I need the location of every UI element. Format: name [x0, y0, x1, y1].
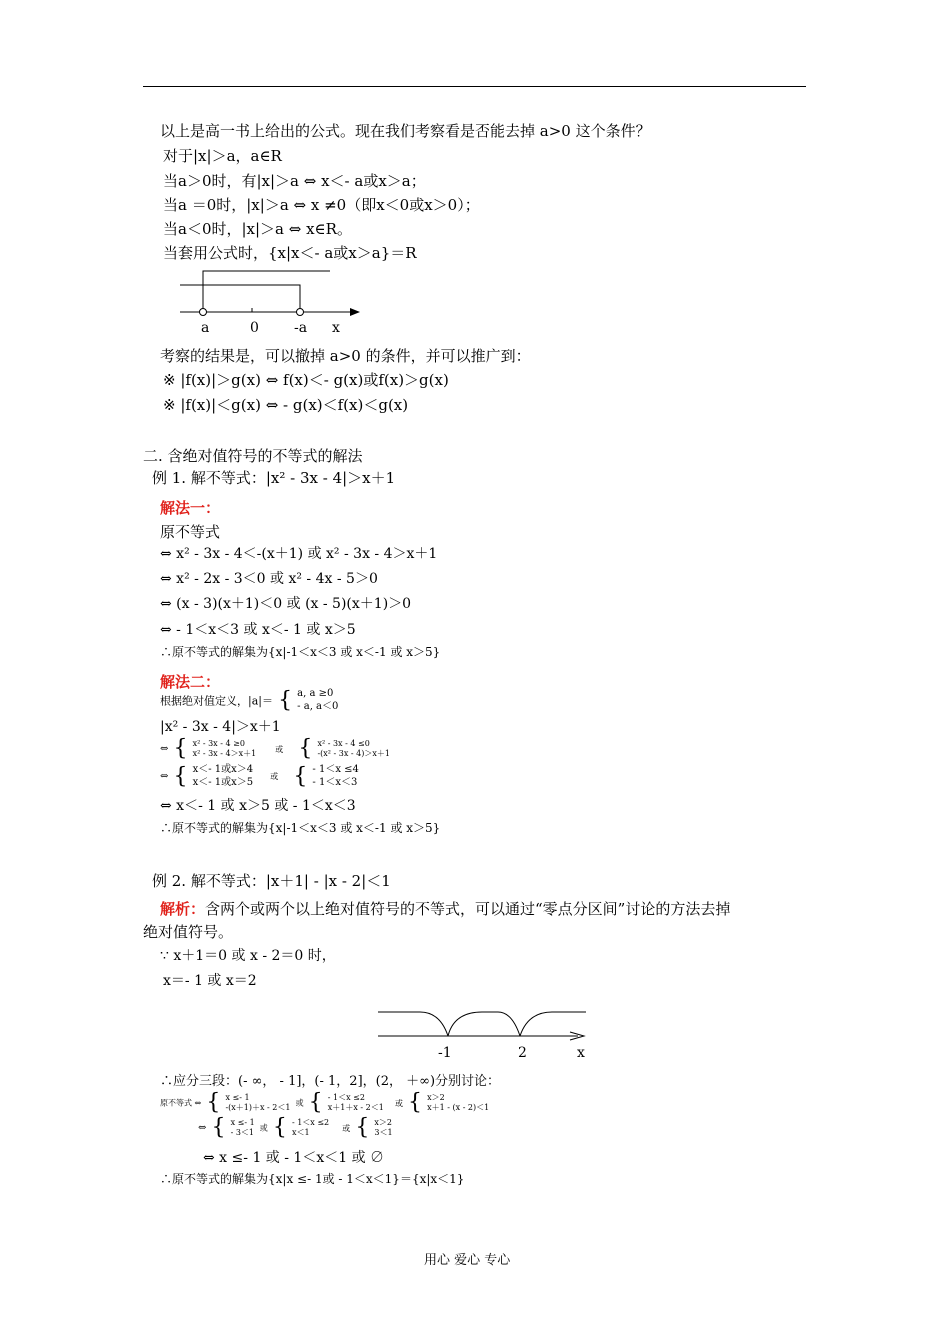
analysis-text: 含两个或两个以上绝对值符号的不等式，可以通过“零点分区间”讨论的方法去掉	[205, 900, 731, 918]
s2-row-2: x＋1＋x - 2＜1	[327, 1103, 384, 1112]
t2-row-1: - 1＜x ≤2	[291, 1118, 330, 1127]
s1-row-2: -(x＋1)＋x - 2＜1	[225, 1103, 291, 1112]
system-4: { - 1＜x ≤4 - 1＜x＜3	[293, 763, 359, 789]
or-text: 或	[259, 1123, 268, 1133]
abs-definition	[160, 688, 338, 713]
label-x: x	[577, 1045, 585, 1061]
def-row-2: - a, a＜0	[297, 700, 339, 712]
conclusion-line-1: 考察的结果是，可以撤掉 a>0 的条件，并可以推广到：	[160, 347, 531, 365]
iff-symbol: ⇔	[160, 771, 169, 782]
open-point-neg-a	[297, 309, 304, 316]
label-neg-a: -a	[294, 320, 308, 336]
region-left-bracket	[203, 271, 330, 312]
sys2-row-2: -(x² - 3x - 4)＞x＋1	[317, 749, 390, 758]
system-1: { x² - 3x - 4 ≥0 x² - 3x - 4＞x＋1	[173, 736, 257, 761]
segment-left	[378, 1012, 448, 1036]
sys1-row-2: x² - 3x - 4＞x＋1	[192, 749, 257, 758]
ex2-system-1: { x ≤- 1 -(x＋1)＋x - 2＜1	[206, 1090, 291, 1115]
m2-line-4: ⇔ x＜- 1 或 x＞5 或 - 1＜x＜3	[160, 798, 356, 814]
label-neg-one: -1	[438, 1045, 452, 1061]
sys3-row-2: x＜- 1或x＞5	[192, 776, 254, 788]
label-zero: 0	[250, 320, 259, 336]
s3-row-1: x＞2	[427, 1093, 445, 1102]
intro-line-2: 对于|x|＞a，a∈R	[163, 147, 282, 165]
ex2-system-line-2	[198, 1117, 393, 1139]
ex2-line-1: ∵ x＋1＝0 或 x - 2＝0 时，	[160, 948, 336, 964]
s1-row-1: x ≤- 1	[225, 1093, 250, 1102]
m2-system-line-1	[160, 738, 390, 760]
s3-row-2: x＋1 - (x - 2)＜1	[427, 1103, 490, 1112]
or-text: 或	[394, 1098, 403, 1108]
label-two: 2	[518, 1045, 527, 1061]
s2-row-1: - 1＜x ≤2	[327, 1093, 365, 1102]
abs-definition-system	[278, 688, 338, 713]
ex2-line-2: x＝- 1 或 x＝2	[163, 973, 257, 989]
ex2-system-line-1	[160, 1092, 489, 1114]
m1-line-1: 原不等式	[160, 523, 221, 541]
system-3: { x＜- 1或x＞4 x＜- 1或x＞5	[173, 763, 254, 789]
conclusion-line-3: ※ |f(x)|＜g(x) ⇔ - g(x)＜f(x)＜g(x)	[163, 396, 409, 414]
segment-right	[520, 1012, 586, 1036]
m2-line-1: |x² - 3x - 4|＞x＋1	[160, 719, 281, 735]
header-rule	[143, 86, 806, 87]
segment-middle	[448, 1012, 520, 1036]
label-a: a	[201, 320, 210, 336]
ex2-system-5: { - 1＜x ≤2 x＜1	[272, 1115, 330, 1140]
analysis-label: 解析：	[160, 900, 206, 918]
ex2-solution: ∴原不等式的解集为{x|x ≤- 1或 - 1＜x＜1}＝{x|x＜1}	[160, 1172, 465, 1186]
example-2-title: 例 2. 解不等式：|x＋1| - |x - 2|＜1	[152, 872, 391, 890]
analysis-line-2: 绝对值符号。	[143, 923, 234, 941]
ex2-system-2: { - 1＜x ≤2 x＋1＋x - 2＜1	[308, 1090, 384, 1115]
intro-line-3: 当a＞0时，有|x|＞a ⇔ x＜- a或x＞a；	[163, 172, 426, 190]
intro-line-1: 以上是高一书上给出的公式。现在我们考察看是否能去掉 a>0 这个条件？	[160, 122, 651, 140]
intro-line-6: 当套用公式时，{x|x＜- a或x＞a}＝R	[163, 244, 417, 262]
region-right-bracket	[180, 285, 300, 312]
page-footer: 用心 爱心 专心	[424, 1253, 511, 1268]
sys1-row-1: x² - 3x - 4 ≥0	[192, 739, 245, 748]
sys4-row-2: - 1＜x＜3	[312, 776, 358, 788]
or-text: 或	[270, 772, 279, 781]
conclusion-line-2: ※ |f(x)|＞g(x) ⇔ f(x)＜- g(x)或f(x)＞g(x)	[163, 371, 449, 389]
t1-row-1: x ≤- 1	[230, 1118, 255, 1127]
method-1-label: 解法一：	[160, 499, 221, 517]
open-point-a	[200, 309, 207, 316]
m1-line-3: ⇔ x² - 2x - 3＜0 或 x² - 4x - 5＞0	[160, 571, 378, 587]
segments-line: ∴应分三段：(- ∞， - 1]，(- 1，2]，(2， ＋∞)分别讨论：	[160, 1074, 501, 1089]
system-prefix: 原不等式 ⇔	[160, 1098, 202, 1108]
sys3-row-1: x＜- 1或x＞4	[192, 764, 254, 775]
sys2-row-1: x² - 3x - 4 ≤0	[317, 739, 370, 748]
intro-line-5: 当a＜0时，|x|＞a ⇔ x∈R。	[163, 220, 352, 238]
example-1-title: 例 1. 解不等式：|x² - 3x - 4|＞x＋1	[152, 469, 396, 487]
number-line-diagram-2	[370, 1000, 600, 1064]
iff-symbol: ⇔	[160, 743, 169, 755]
number-line-diagram-1	[170, 266, 370, 340]
intro-line-4: 当a ＝0时，|x|＞a ⇔ x ≠0（即x＜0或x＞0）；	[163, 196, 480, 214]
m1-line-5: ⇔ - 1＜x＜3 或 x＜- 1 或 x＞5	[160, 622, 356, 638]
ex2-system-4: { x ≤- 1 - 3＜1	[211, 1115, 255, 1140]
system-2: { x² - 3x - 4 ≤0 -(x² - 3x - 4)＞x＋1	[298, 736, 390, 761]
t1-row-2: - 3＜1	[230, 1128, 255, 1137]
t2-row-2: x＜1	[291, 1128, 310, 1137]
m1-solution: ∴原不等式的解集为{x|-1＜x＜3 或 x＜-1 或 x＞5}	[160, 645, 441, 659]
m2-solution: ∴原不等式的解集为{x|-1＜x＜3 或 x＜-1 或 x＞5}	[160, 821, 441, 835]
section-heading: 二. 含绝对值符号的不等式的解法	[143, 447, 363, 465]
abs-definition-text: 根据绝对值定义，|a|＝	[160, 694, 273, 708]
ex2-final-line: ⇔ x ≤- 1 或 - 1＜x＜1 或 ∅	[203, 1150, 385, 1166]
ex2-system-6: { x＞2 3＜1	[355, 1115, 393, 1140]
analysis-line	[160, 898, 730, 919]
m1-line-2: ⇔ x² - 3x - 4＜-(x＋1) 或 x² - 3x - 4＞x＋1	[160, 546, 438, 562]
or-text: 或	[342, 1123, 351, 1133]
m1-line-4: ⇔ (x - 3)(x＋1)＜0 或 (x - 5)(x＋1)＞0	[160, 596, 412, 612]
method-2-label: 解法二：	[160, 673, 221, 691]
ex2-system-3: { x＞2 x＋1 - (x - 2)＜1	[408, 1090, 490, 1115]
def-row-1: a, a ≥0	[297, 688, 334, 699]
t3-row-1: x＞2	[374, 1118, 393, 1127]
or-text: 或	[295, 1098, 304, 1108]
iff-symbol: ⇔	[198, 1122, 207, 1134]
m2-system-line-2	[160, 764, 359, 789]
t3-row-2: 3＜1	[374, 1128, 393, 1137]
sys4-row-1: - 1＜x ≤4	[312, 764, 359, 775]
label-x: x	[332, 320, 340, 336]
axis-arrow	[350, 308, 360, 316]
or-text: 或	[275, 744, 284, 754]
brace: {	[278, 687, 293, 713]
